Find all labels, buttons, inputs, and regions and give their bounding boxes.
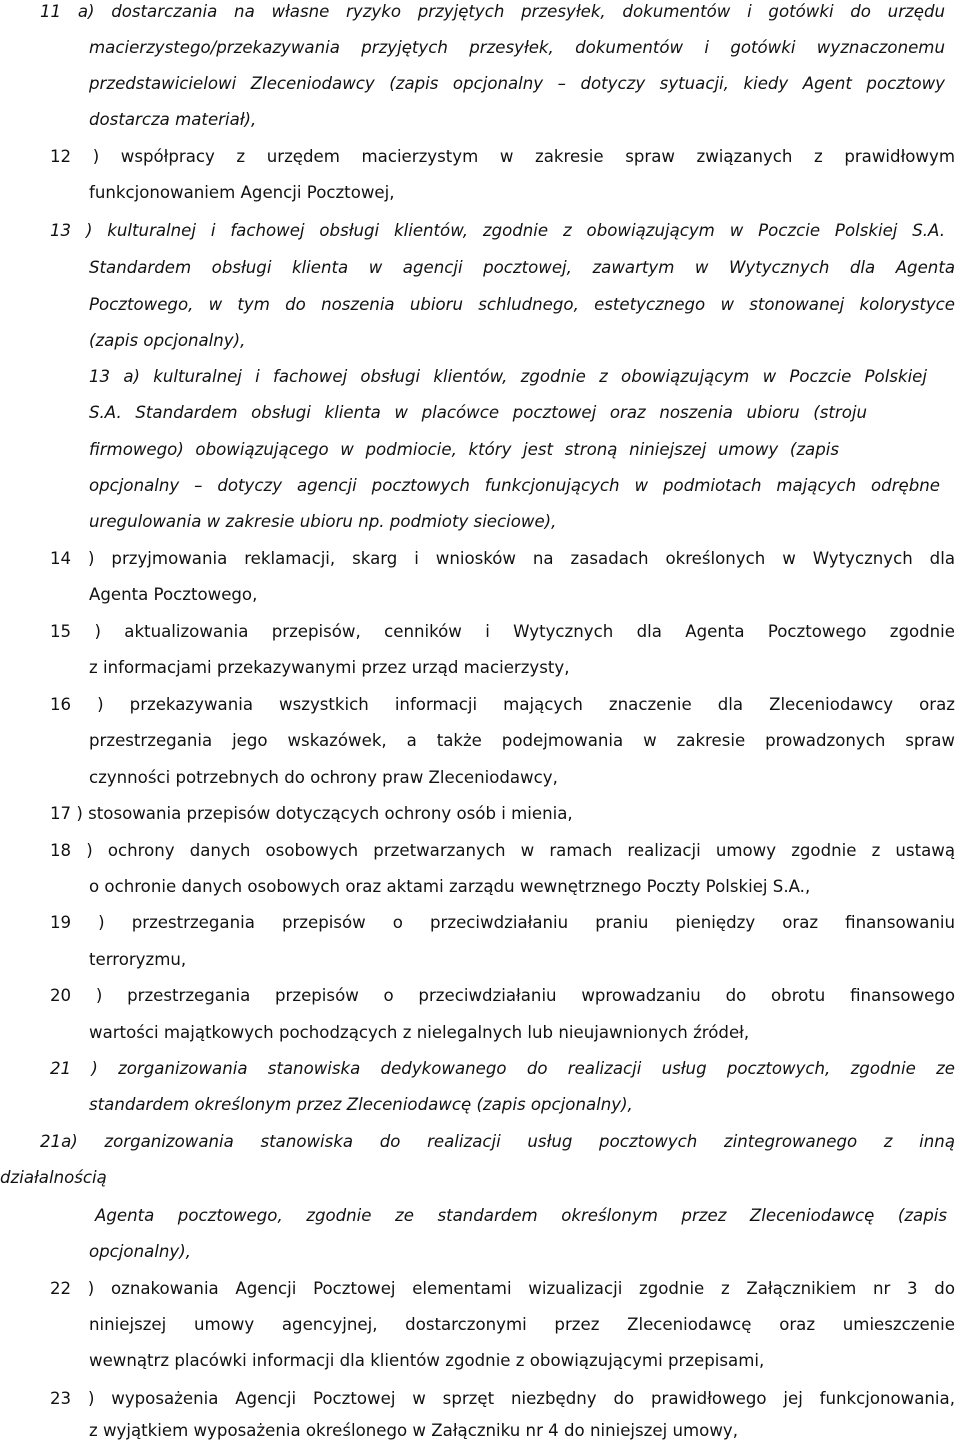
clause-23-line-1: 23 ) wyposażenia Agencji Pocztowej w sprzęt niezbędny do prawidłowego jej funkcjonowania, bbox=[50, 1389, 955, 1408]
clause-12-line-2: funkcjonowaniem Agencji Pocztowej, bbox=[89, 183, 395, 202]
clause-17-line-1: 17 ) stosowania przepisów dotyczących ochrony osób i mienia, bbox=[50, 804, 573, 823]
clause-13a-line-3: firmowego) obowiązującego w podmiocie, który jest stroną niniejszej umowy (zapis bbox=[89, 440, 839, 459]
clause-18-line-2: o ochronie danych osobowych oraz aktami zarządu wewnętrznego Poczty Polskiej S.A., bbox=[89, 877, 811, 896]
clause-21-line-2: standardem określonym przez Zleceniodawcę (zapis opcjonalny), bbox=[89, 1095, 633, 1114]
clause-11a-line-4: dostarcza materiał), bbox=[89, 110, 257, 129]
clause-21a-line-1: 21a) zorganizowania stanowiska do realizacji usług pocztowych zintegrowanego z inną bbox=[40, 1132, 955, 1151]
clause-22-line-1: 22 ) oznakowania Agencji Pocztowej elementami wizualizacji zgodnie z Załącznikiem nr 3 do bbox=[50, 1279, 955, 1298]
clause-13a-line-4: opcjonalny – dotyczy agencji pocztowych funkcjonujących w podmiotach mających odrębne bbox=[89, 476, 940, 495]
clause-21a-line-4: opcjonalny), bbox=[89, 1242, 191, 1261]
clause-21-line-1: 21 ) zorganizowania stanowiska dedykowanego do realizacji usług pocztowych, zgodnie ze bbox=[50, 1059, 955, 1078]
clause-20-line-1: 20 ) przestrzegania przepisów o przeciwdziałaniu wprowadzaniu do obrotu finansowego bbox=[50, 986, 955, 1005]
clause-23-line-2: z wyjątkiem wyposażenia określonego w Załączniku nr 4 do niniejszej umowy, bbox=[89, 1421, 738, 1440]
clause-19-line-1: 19 ) przestrzegania przepisów o przeciwdziałaniu praniu pieniędzy oraz finansowaniu bbox=[50, 913, 955, 932]
clause-15-line-2: z informacjami przekazywanymi przez urząd macierzysty, bbox=[89, 658, 570, 677]
clause-21a-line-3: Agenta pocztowego, zgodnie ze standardem określonym przez Zleceniodawcę (zapis bbox=[95, 1206, 947, 1225]
clause-14-line-1: 14 ) przyjmowania reklamacji, skarg i wniosków na zasadach określonych w Wytycznych dla bbox=[50, 549, 955, 568]
clause-13-line-1: 13 ) kulturalnej i fachowej obsługi klientów, zgodnie z obowiązującym w Poczcie Polskiej S.A. bbox=[50, 221, 945, 240]
clause-13-line-3: Pocztowego, w tym do noszenia ubioru schludnego, estetycznego w stonowanej kolorystyce bbox=[89, 295, 955, 314]
clause-16-line-2: przestrzegania jego wskazówek, a także podejmowania w zakresie prowadzonych spraw bbox=[89, 731, 955, 750]
clause-21a-line-2: działalnością bbox=[0, 1168, 107, 1187]
clause-11a-line-2: macierzystego/przekazywania przyjętych przesyłek, dokumentów i gotówki wyznaczonemu bbox=[89, 38, 945, 57]
clause-22-line-3: wewnątrz placówki informacji dla klientów zgodnie z obowiązującymi przepisami, bbox=[89, 1351, 765, 1370]
clause-12-line-1: 12 ) współpracy z urzędem macierzystym w zakresie spraw związanych z prawidłowym bbox=[50, 147, 955, 166]
clause-13-line-2: Standardem obsługi klienta w agencji pocztowej, zawartym w Wytycznych dla Agenta bbox=[89, 258, 955, 277]
clause-13-line-4: (zapis opcjonalny), bbox=[89, 331, 246, 350]
clause-15-line-1: 15 ) aktualizowania przepisów, cenników i Wytycznych dla Agenta Pocztowego zgodnie bbox=[50, 622, 955, 641]
clause-22-line-2: niniejszej umowy agencyjnej, dostarczonymi przez Zleceniodawcę oraz umieszczenie bbox=[89, 1315, 955, 1334]
clause-13a-line-1: 13 a) kulturalnej i fachowej obsługi klientów, zgodnie z obowiązującym w Poczcie Polskiej bbox=[89, 367, 927, 386]
clause-11a-line-3: przedstawicielowi Zleceniodawcy (zapis opcjonalny – dotyczy sytuacji, kiedy Agent pocztowy bbox=[89, 74, 945, 93]
clause-19-line-2: terroryzmu, bbox=[89, 950, 187, 969]
clause-20-line-2: wartości majątkowych pochodzących z nielegalnych lub nieujawnionych źródeł, bbox=[89, 1023, 750, 1042]
clause-13a-line-2: S.A. Standardem obsługi klienta w placówce pocztowej oraz noszenia ubioru (stroju bbox=[89, 403, 867, 422]
clause-11a-line-1: 11 a) dostarczania na własne ryzyko przyjętych przesyłek, dokumentów i gotówki do urzędu bbox=[40, 2, 945, 21]
clause-13a-line-5: uregulowania w zakresie ubioru np. podmioty sieciowe), bbox=[89, 512, 557, 531]
clause-18-line-1: 18 ) ochrony danych osobowych przetwarzanych w ramach realizacji umowy zgodnie z ustawą bbox=[50, 841, 955, 860]
clause-16-line-1: 16 ) przekazywania wszystkich informacji mających znaczenie dla Zleceniodawcy oraz bbox=[50, 695, 955, 714]
clause-16-line-3: czynności potrzebnych do ochrony praw Zleceniodawcy, bbox=[89, 768, 558, 787]
clause-14-line-2: Agenta Pocztowego, bbox=[89, 585, 258, 604]
